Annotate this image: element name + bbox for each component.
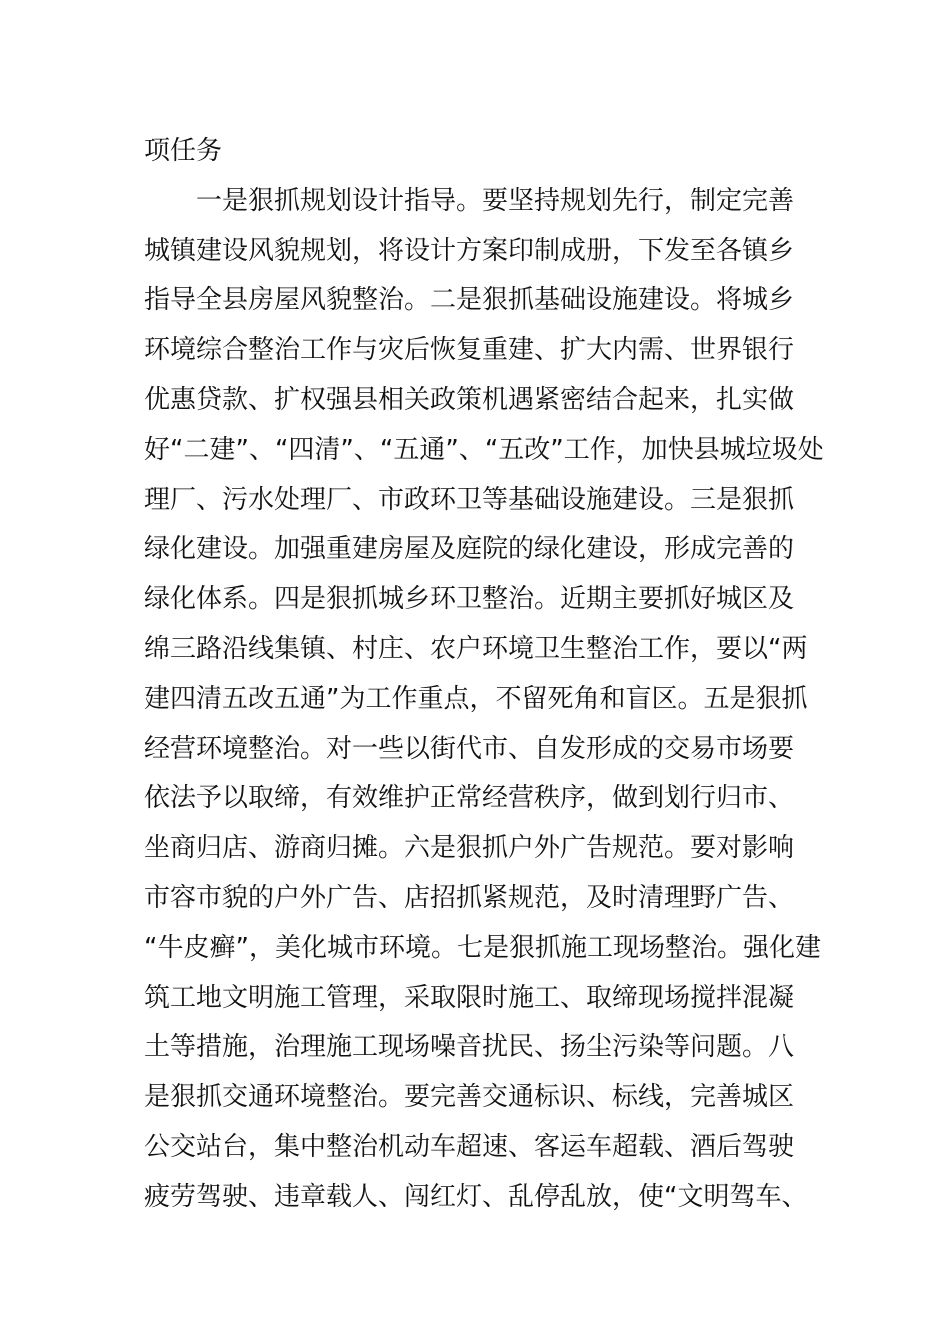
body-text	[144, 127, 824, 1223]
text-line: “牛皮癣”，美化城市环境。七是狠抓施工现场整治。强化建	[144, 932, 821, 963]
text-line: 项任务	[144, 136, 223, 166]
text-line: 环境综合整治工作与灾后恢复重建、扩大内需、世界银行	[144, 335, 795, 366]
text-line: 坐商归店、游商归摊。六是狠抓户外广告规范。要对影响	[144, 833, 795, 864]
text-line: 绿化建设。加强重建房屋及庭院的绿化建设，形成完善的	[144, 534, 795, 565]
text-line: 一是狠抓规划设计指导。要坚持规划先行，制定完善	[144, 185, 795, 216]
text-line: 市容市貌的户外广告、店招抓紧规范，及时清理野广告、	[144, 882, 795, 913]
text-line: 经营环境整治。对一些以街代市、自发形成的交易市场要	[144, 733, 795, 764]
text-line: 土等措施，治理施工现场噪音扰民、扬尘污染等问题。八	[144, 1032, 795, 1063]
text-line: 疲劳驾驶、违章载人、闯红灯、乱停乱放，使“文明驾车、	[144, 1181, 808, 1212]
text-line: 建四清五改五通”为工作重点，不留死角和盲区。五是狠抓	[144, 683, 808, 714]
text-line: 理厂、污水处理厂、市政环卫等基础设施建设。三是狠抓	[144, 484, 795, 515]
text-line: 绿化体系。四是狠抓城乡环卫整治。近期主要抓好城区及	[144, 584, 795, 615]
text-line: 好“二建”、“四清”、“五通”、“五改”工作，加快县城垃圾处	[144, 434, 824, 465]
text-line: 城镇建设风貌规划，将设计方案印制成册，下发至各镇乡	[144, 235, 795, 266]
text-line: 优惠贷款、扩权强县相关政策机遇紧密结合起来，扎实做	[144, 384, 795, 415]
text-line: 公交站台，集中整治机动车超速、客运车超载、酒后驾驶	[144, 1131, 795, 1162]
text-line: 绵三路沿线集镇、村庄、农户环境卫生整治工作，要以“两	[144, 633, 808, 664]
text-line: 指导全县房屋风貌整治。二是狠抓基础设施建设。将城乡	[144, 285, 795, 316]
text-line: 筑工地文明施工管理，采取限时施工、取缔现场搅拌混凝	[144, 982, 795, 1013]
text-line: 依法予以取缔，有效维护正常经营秩序，做到划行归市、	[144, 783, 795, 814]
text-line: 是狠抓交通环境整治。要完善交通标识、标线，完善城区	[144, 1082, 795, 1113]
